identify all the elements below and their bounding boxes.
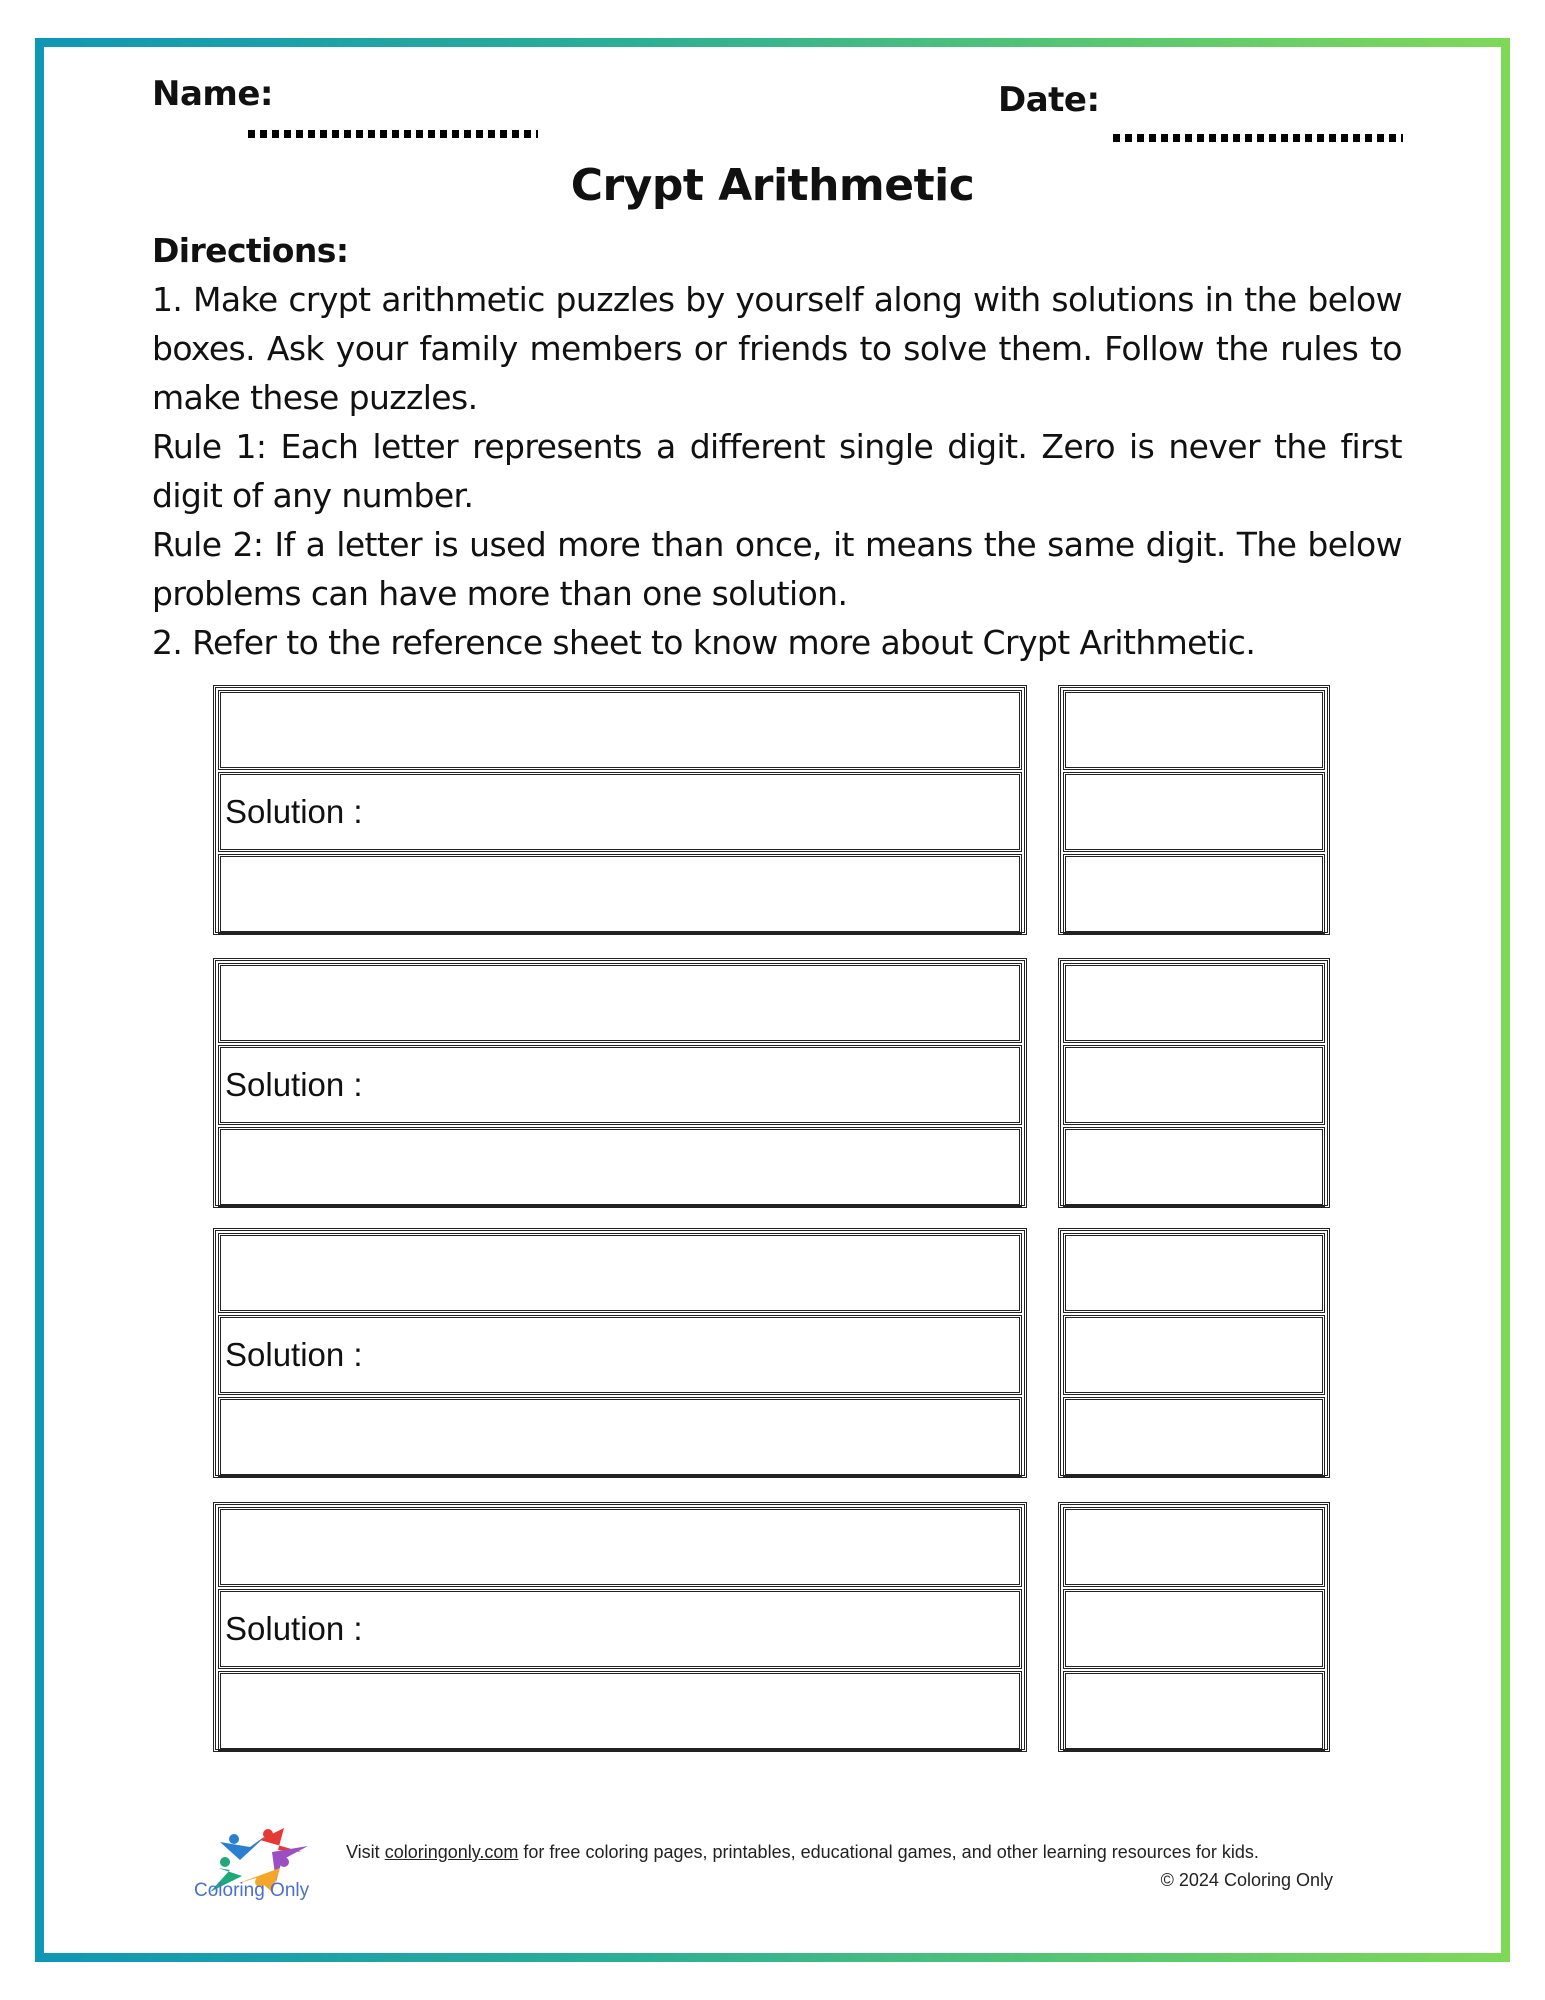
solution-cell[interactable]: [218, 1315, 1022, 1395]
coloringonly-link[interactable]: coloringonly.com: [384, 1842, 519, 1862]
answer-box: [1058, 1228, 1330, 1478]
date-field-line[interactable]: [1113, 134, 1403, 142]
answer-cell[interactable]: [1063, 1397, 1325, 1477]
answer-cell[interactable]: [1063, 690, 1325, 770]
solution-cell[interactable]: [218, 772, 1022, 852]
footer-visit-suffix: for free coloring pages, printables, educational games, and other learning resources for kids.: [518, 1842, 1259, 1862]
puzzle-box: [213, 1502, 1027, 1752]
puzzle-cell[interactable]: [218, 1671, 1022, 1751]
puzzle-cell[interactable]: [218, 1397, 1022, 1477]
puzzle-box: [213, 958, 1027, 1208]
answer-cell[interactable]: [1063, 1045, 1325, 1125]
direction-item: 1. Make crypt arithmetic puzzles by yourself along with solutions in the below boxes. Ask your family members or friends to solve them. Follow the rules to make these puzzles.: [152, 280, 1402, 417]
solution-label: Solution :: [225, 1066, 363, 1103]
answer-cell[interactable]: [1063, 1589, 1325, 1669]
footer-visit-prefix: Visit: [346, 1842, 385, 1862]
answer-box: [1058, 685, 1330, 935]
answer-cell[interactable]: [1063, 772, 1325, 852]
footer-copyright: © 2024 Coloring Only: [1160, 1870, 1333, 1890]
solution-label: Solution :: [225, 793, 363, 830]
coloring-only-logo-icon: [190, 1822, 330, 1922]
directions-block: [152, 226, 1402, 667]
direction-item: 2. Refer to the reference sheet to know more about Crypt Arithmetic.: [152, 623, 1256, 662]
answer-cell[interactable]: [1063, 1127, 1325, 1207]
name-field-line[interactable]: [248, 130, 538, 138]
solution-cell[interactable]: [218, 1045, 1022, 1125]
answer-box: [1058, 1502, 1330, 1752]
answer-cell[interactable]: [1063, 1507, 1325, 1587]
date-label: Date:: [998, 80, 1100, 120]
answer-cell[interactable]: [1063, 1671, 1325, 1751]
answer-cell[interactable]: [1063, 1233, 1325, 1313]
puzzle-cell[interactable]: [218, 1127, 1022, 1207]
logo-text: Coloring Only: [194, 1880, 310, 1901]
puzzle-box: [213, 685, 1027, 935]
puzzle-cell[interactable]: [218, 1507, 1022, 1587]
direction-rule-2: Rule 2: If a letter is used more than once, it means the same digit. The below problems can have more than one solution.: [152, 525, 1402, 613]
answer-cell[interactable]: [1063, 963, 1325, 1043]
solution-cell[interactable]: [218, 1589, 1022, 1669]
footer-visit-text: [346, 1842, 1259, 1863]
puzzle-cell[interactable]: [218, 690, 1022, 770]
solution-label: Solution :: [225, 1336, 363, 1373]
page-title: Crypt Arithmetic: [570, 160, 975, 211]
puzzle-cell[interactable]: [218, 1233, 1022, 1313]
puzzle-cell[interactable]: [218, 854, 1022, 934]
answer-cell[interactable]: [1063, 854, 1325, 934]
direction-rule-1: Rule 1: Each letter represents a different single digit. Zero is never the first digit of any number.: [152, 427, 1402, 515]
answer-cell[interactable]: [1063, 1315, 1325, 1395]
solution-label: Solution :: [225, 1610, 363, 1647]
name-label: Name:: [152, 74, 273, 114]
puzzle-cell[interactable]: [218, 963, 1022, 1043]
directions-heading: Directions:: [152, 231, 349, 270]
puzzle-box: [213, 1228, 1027, 1478]
answer-box: [1058, 958, 1330, 1208]
